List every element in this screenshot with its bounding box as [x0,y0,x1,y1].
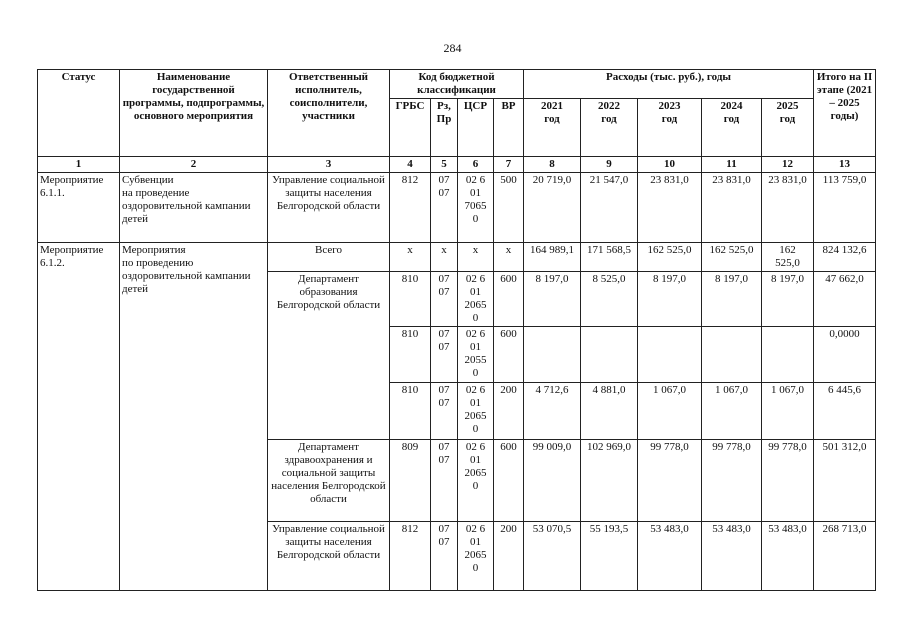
budget-table [37,69,876,591]
row-2021: 99 009,0 [524,440,581,522]
col-number: 7 [494,157,524,173]
header-row-1 [38,70,876,99]
column-number-row [38,157,876,173]
row-grbs: 812 [390,522,431,591]
row-total: 824 132,6 [814,243,876,272]
row-2025: 53 483,0 [762,522,814,591]
page-number: 284 [443,41,462,55]
col-number: 13 [814,157,876,173]
row-rzpr: 07 07 [431,173,458,243]
row-grbs: 810 [390,383,431,440]
row-2022: 21 547,0 [581,173,638,243]
row-2021 [524,327,581,383]
header-2024: 2024 год [702,99,762,157]
col-number: 6 [458,157,494,173]
col-number: 2 [120,157,268,173]
row-rzpr: 07 07 [431,440,458,522]
col-number: 9 [581,157,638,173]
col-number: 10 [638,157,702,173]
row-executor: Департамент образования Белгородской области [268,272,390,440]
row-status: Мероприятие 6.1.1. [38,173,120,243]
row-total: 0,0000 [814,327,876,383]
header-rzpr: Рз, Пр [431,99,458,157]
col-number: 3 [268,157,390,173]
row-total: 268 713,0 [814,522,876,591]
header-2025: 2025 год [762,99,814,157]
col-number: 5 [431,157,458,173]
row-grbs: х [390,243,431,272]
row-status: Мероприятие 6.1.2. [38,243,120,591]
row-2022 [581,327,638,383]
row-2025 [762,327,814,383]
header-2021: 2021 год [524,99,581,157]
row-2025: 99 778,0 [762,440,814,522]
row-csr: 02 6 01 2065 0 [458,272,494,327]
table-row [38,173,876,243]
header-expenses: Расходы (тыс. руб.), годы [524,70,814,99]
row-csr: 02 6 01 2065 0 [458,522,494,591]
row-executor: Всего [268,243,390,272]
row-2021: 164 989,1 [524,243,581,272]
header-vr: ВР [494,99,524,157]
row-2025: 162 525,0 [762,243,814,272]
row-rzpr: 07 07 [431,327,458,383]
row-csr: 02 6 01 7065 0 [458,173,494,243]
header-2023: 2023 год [638,99,702,157]
header-name: Наименование государственной программы, подпрограммы, основного мероприятия [120,70,268,157]
row-executor: Департамент здравоохранения и социальной защиты населения Белгородской области [268,440,390,522]
header-2022: 2022 год [581,99,638,157]
row-csr: 02 6 01 2065 0 [458,440,494,522]
header-executor: Ответственный исполнитель, соисполнители, участники [268,70,390,157]
header-csr: ЦСР [458,99,494,157]
row-2022: 102 969,0 [581,440,638,522]
row-grbs: 810 [390,272,431,327]
row-total: 47 662,0 [814,272,876,327]
row-vr: 500 [494,173,524,243]
row-2024: 162 525,0 [702,243,762,272]
row-rzpr: х [431,243,458,272]
row-2024: 1 067,0 [702,383,762,440]
row-name: Субвенции на проведение оздоровительной кампании детей [120,173,268,243]
row-2023: 8 197,0 [638,272,702,327]
row-2022: 171 568,5 [581,243,638,272]
row-2021: 4 712,6 [524,383,581,440]
row-2023: 99 778,0 [638,440,702,522]
row-csr: х [458,243,494,272]
row-2022: 55 193,5 [581,522,638,591]
row-total: 113 759,0 [814,173,876,243]
row-2025: 23 831,0 [762,173,814,243]
col-number: 1 [38,157,120,173]
row-executor: Управление социальной защиты населения Белгородской области [268,522,390,591]
header-budget-code: Код бюджетной классификации [390,70,524,99]
col-number: 4 [390,157,431,173]
row-name: Мероприятия по проведению оздоровительной кампании детей [120,243,268,591]
row-2021: 20 719,0 [524,173,581,243]
row-2023: 53 483,0 [638,522,702,591]
row-grbs: 809 [390,440,431,522]
row-2024 [702,327,762,383]
row-vr: 600 [494,327,524,383]
row-2022: 4 881,0 [581,383,638,440]
row-2024: 8 197,0 [702,272,762,327]
row-vr: 600 [494,272,524,327]
header-grbs: ГРБС [390,99,431,157]
row-vr: 600 [494,440,524,522]
row-grbs: 812 [390,173,431,243]
row-2023: 1 067,0 [638,383,702,440]
row-2023: 23 831,0 [638,173,702,243]
row-vr: х [494,243,524,272]
row-2021: 8 197,0 [524,272,581,327]
row-rzpr: 07 07 [431,522,458,591]
col-number: 8 [524,157,581,173]
header-total: Итого на II этапе (2021 – 2025 годы) [814,70,876,157]
row-vr: 200 [494,383,524,440]
row-2022: 8 525,0 [581,272,638,327]
header-status: Статус [38,70,120,157]
row-2025: 8 197,0 [762,272,814,327]
row-2023: 162 525,0 [638,243,702,272]
row-rzpr: 07 07 [431,383,458,440]
row-csr: 02 6 01 2055 0 [458,327,494,383]
row-total: 501 312,0 [814,440,876,522]
row-2021: 53 070,5 [524,522,581,591]
table-row [38,243,876,272]
row-grbs: 810 [390,327,431,383]
row-2024: 99 778,0 [702,440,762,522]
col-number: 12 [762,157,814,173]
row-csr: 02 6 01 2065 0 [458,383,494,440]
row-2023 [638,327,702,383]
row-2024: 53 483,0 [702,522,762,591]
row-2024: 23 831,0 [702,173,762,243]
row-vr: 200 [494,522,524,591]
row-executor: Управление социальной защиты населения Белгородской области [268,173,390,243]
row-rzpr: 07 07 [431,272,458,327]
row-2025: 1 067,0 [762,383,814,440]
col-number: 11 [702,157,762,173]
row-total: 6 445,6 [814,383,876,440]
